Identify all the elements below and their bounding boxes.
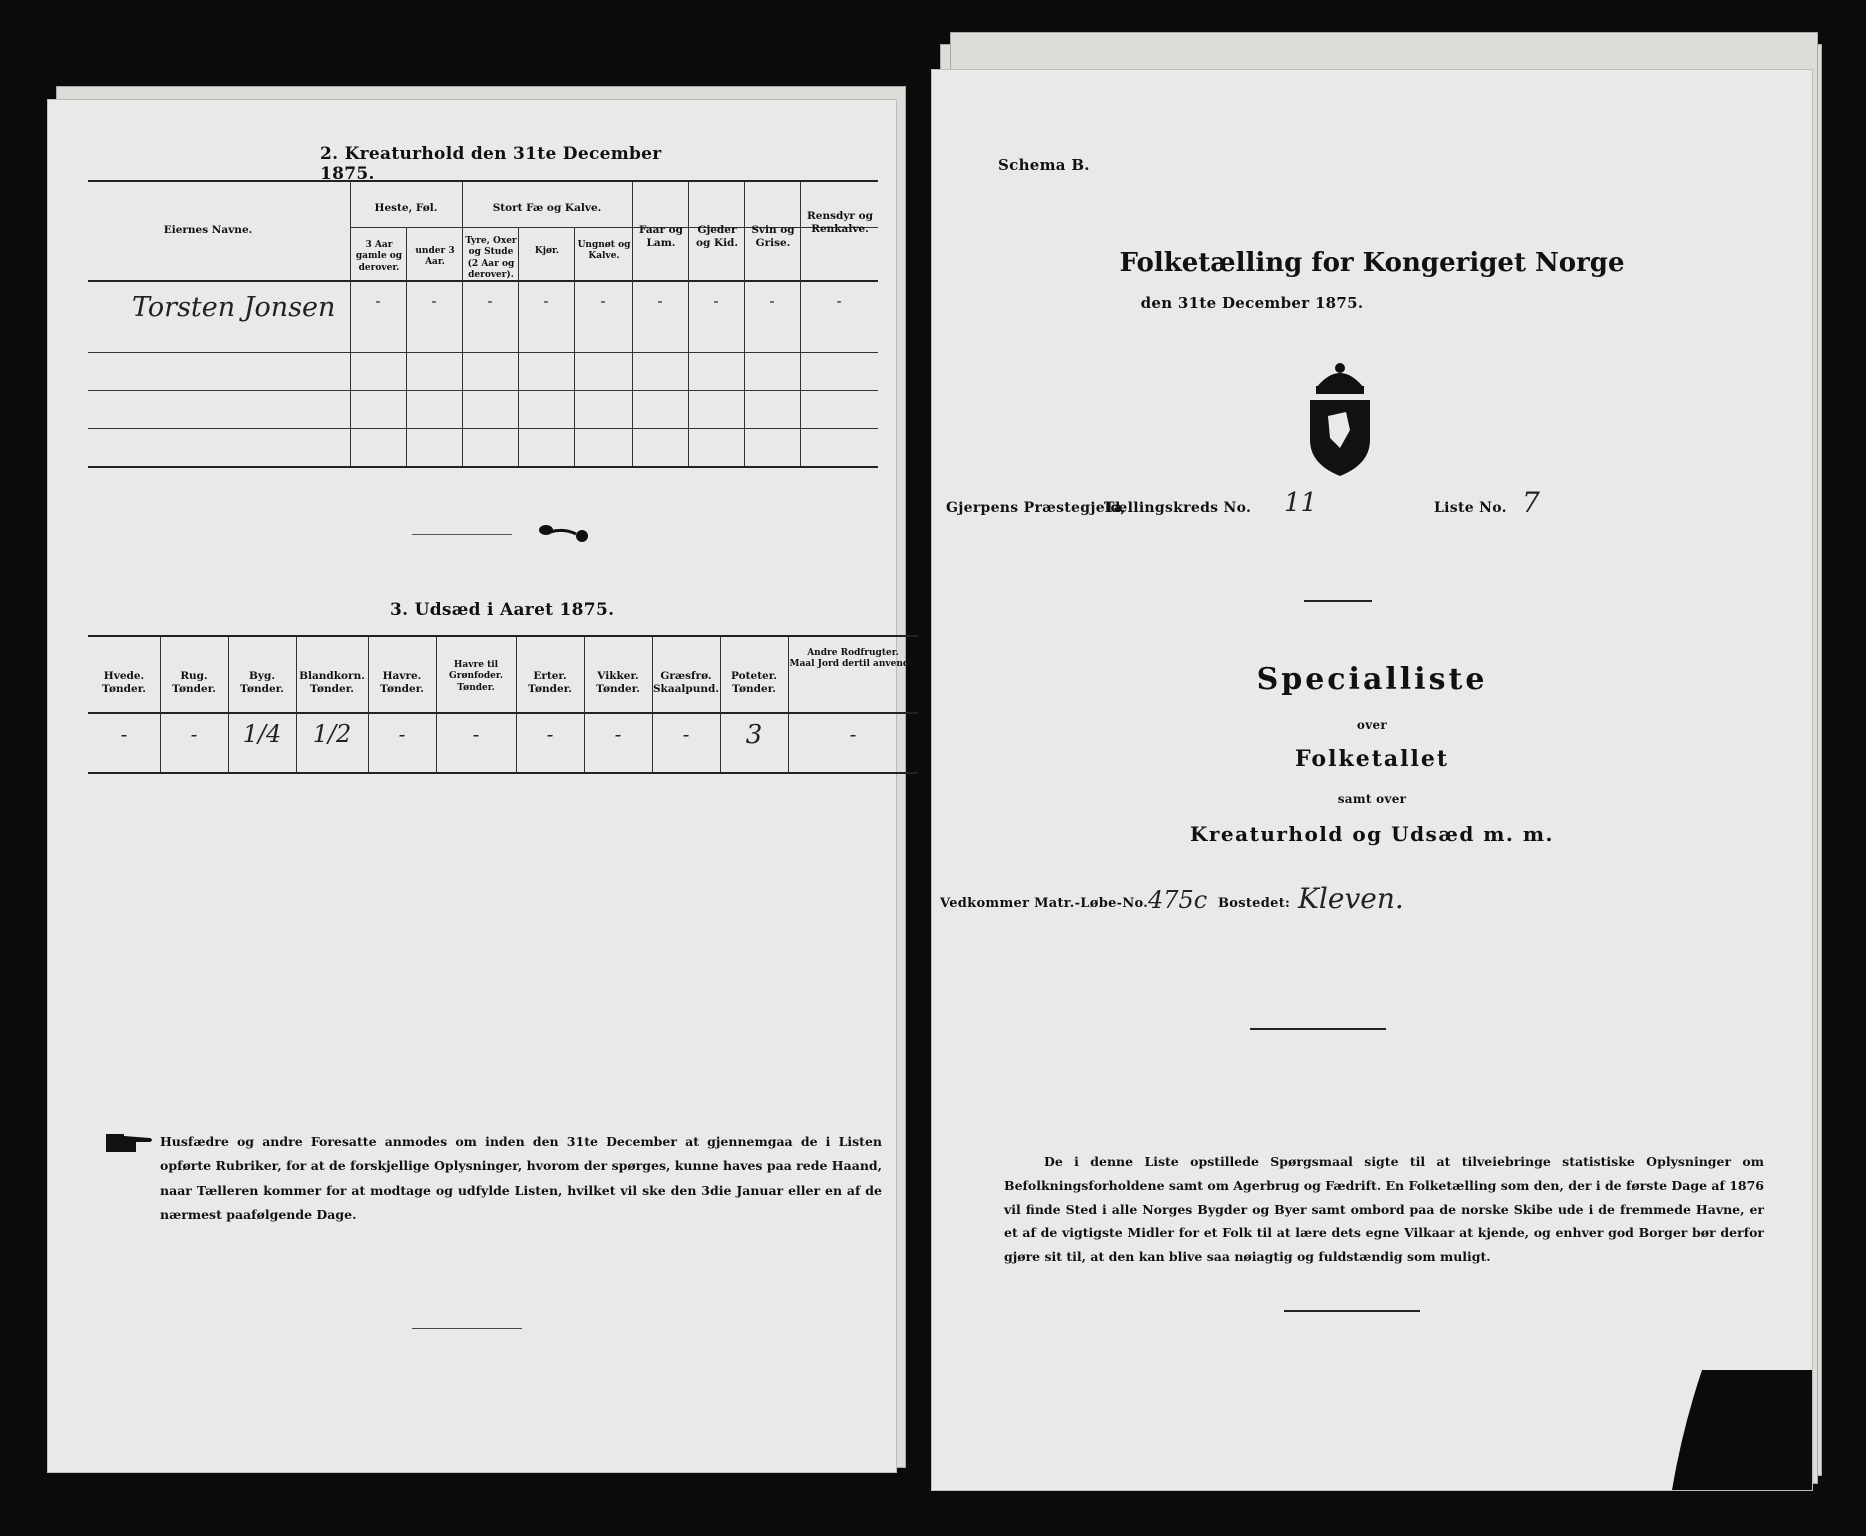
kreaturhold-text: Kreaturhold og Udsæd m. m. <box>1190 822 1554 846</box>
seed-col-header: Blandkorn. Tønder. <box>299 670 365 696</box>
matr-label: Vedkommer Matr.-Løbe-No. <box>940 896 1149 911</box>
left-page <box>48 100 917 1472</box>
seed-value: - <box>682 722 690 746</box>
seed-value: 1/4 <box>242 720 282 748</box>
table2-bottom-rule <box>88 466 878 468</box>
coat-of-arms-icon <box>1300 360 1380 478</box>
parish-label: Gjerpens Præstegjeld, <box>946 500 1126 516</box>
table3-vline <box>516 637 517 772</box>
section2-title: 2. Kreaturhold den 31te December 1875. <box>320 144 662 184</box>
district-value: 11 <box>1284 488 1318 518</box>
col-owner-header: Eiernes Navne. <box>163 224 253 236</box>
row1-value: - <box>657 292 663 310</box>
district-label: Tællingskreds No. <box>1104 500 1252 516</box>
row1-value: - <box>543 292 549 310</box>
right-page <box>932 70 1812 1490</box>
row1-value: - <box>600 292 606 310</box>
col-reindeer-header: Rensdyr og Renkalve. <box>807 210 873 236</box>
table2-vline-3 <box>462 182 463 466</box>
ink-flourish-icon <box>536 520 596 546</box>
table2-row-rule-2 <box>88 390 878 391</box>
table3-vline <box>652 637 653 772</box>
group-cattle-header: Stort Fæ og Kalve. <box>492 202 602 214</box>
table2-row-rule-3 <box>88 428 878 429</box>
section3-title: 3. Udsæd i Aaret 1875. <box>390 600 615 620</box>
table2-vline-4 <box>518 228 519 466</box>
divider-3 <box>1284 1310 1420 1312</box>
seed-col-header: Rug. Tønder. <box>172 670 216 696</box>
seed-col-header: Hvede. Tønder. <box>102 670 146 696</box>
list-value: 7 <box>1522 486 1540 519</box>
table3-top-rule <box>88 635 918 637</box>
folketallet-text: Folketallet <box>1295 746 1449 772</box>
table2-vline-8 <box>744 182 745 466</box>
seed-value: 1/2 <box>312 720 352 748</box>
section-separator <box>412 534 512 535</box>
row1-owner-name: Torsten Jonsen <box>132 292 336 323</box>
seed-col-header: Andre Rodfrugter. Maal Jord dertil anvendt. <box>789 648 917 670</box>
seed-col-header: Poteter. Tønder. <box>731 670 777 696</box>
seed-col-header: Byg. Tønder. <box>240 670 284 696</box>
table3-vline <box>296 637 297 772</box>
table3-vline <box>584 637 585 772</box>
special-title: Specialliste <box>1256 662 1488 697</box>
row1-value: - <box>487 292 493 310</box>
seed-col-header: Erter. Tønder. <box>528 670 572 696</box>
table3-bottom-rule <box>88 772 918 774</box>
divider-1 <box>1304 600 1372 602</box>
col-cows-header: Kjør. <box>534 246 560 256</box>
table3-vline <box>160 637 161 772</box>
row1-value: - <box>836 292 842 310</box>
table2-vline-9 <box>800 182 801 466</box>
col-pigs-header: Svin og Grise. <box>751 224 795 250</box>
group-horses-header: Heste, Føl. <box>374 202 438 214</box>
table3-vline <box>720 637 721 772</box>
table2-vline-5 <box>574 228 575 466</box>
seed-col-header: Græsfrø. Skaalpund. <box>652 670 720 696</box>
seed-value: - <box>849 722 857 746</box>
main-title: Folketælling for Kongeriget Norge <box>1119 248 1625 278</box>
seed-value: - <box>120 722 128 746</box>
seed-col-header: Vikker. Tønder. <box>596 670 640 696</box>
col-horse-young-header: under 3 Aar. <box>415 246 455 268</box>
table3-head-rule <box>88 712 918 714</box>
table2-vline-1 <box>350 182 351 466</box>
seed-col-header: Havre til Grønfoder. Tønder. <box>449 660 503 693</box>
samt-over-text: samt over <box>1337 792 1407 806</box>
seed-value: - <box>546 722 554 746</box>
table3-vline <box>228 637 229 772</box>
table2-top-rule <box>88 180 878 182</box>
row1-value: - <box>713 292 719 310</box>
col-horse-old-header: 3 Aar gamle og derover. <box>355 240 403 273</box>
col-bulls-header: Tyre, Oxer og Stude (2 Aar og derover). <box>465 236 517 280</box>
seed-value: - <box>190 722 198 746</box>
over-text: over <box>1356 718 1388 732</box>
table2-vline-7 <box>688 182 689 466</box>
row1-value: - <box>375 292 381 310</box>
seed-value: 3 <box>745 720 763 750</box>
list-label: Liste No. <box>1434 500 1507 516</box>
bostedet-value: Kleven. <box>1298 882 1404 915</box>
table3-vline <box>368 637 369 772</box>
table3-vline <box>436 637 437 772</box>
bottom-separator <box>412 1328 522 1329</box>
pointing-hand-icon <box>106 1130 156 1156</box>
table2-vline-2 <box>406 228 407 466</box>
corner-tab-shape <box>1672 1370 1812 1490</box>
matr-value: 475c <box>1148 886 1208 914</box>
intro-paragraph: De i denne Liste opstillede Spørgsmaal sigte til at tilveiebringe statistiske Oplysninger om Befolkningsforholdene samt om Agerbrug og Fædrift. En Folketælling som den, der i de første Dage af 1876 vil finde Sted i alle Norges Bygder og Byer samt ombord paa de norske Skibe ude i de fremmede Havne, er et af de vigtigste Midler for et Folk til at lære dets egne Vilkaar at kjende, og enhver god Borger bør derfor gjøre sit til, at den kan blive saa nøiagtig og fuldstændig som muligt. <box>1004 1154 1765 1264</box>
seed-col-header: Havre. Tønder. <box>380 670 424 696</box>
col-sheep-header: Faar og Lam. <box>638 224 684 250</box>
row1-value: - <box>431 292 437 310</box>
seed-value: - <box>614 722 622 746</box>
bostedet-label: Bostedet: <box>1218 896 1291 911</box>
divider-2 <box>1250 1028 1386 1030</box>
col-young-cattle-header: Ungnøt og Kalve. <box>577 240 631 262</box>
table2-vline-6 <box>632 182 633 466</box>
schema-label: Schema B. <box>998 156 1090 174</box>
col-goats-header: Gjeder og Kid. <box>695 224 739 250</box>
seed-value: - <box>398 722 406 746</box>
seed-value: - <box>472 722 480 746</box>
row1-value: - <box>769 292 775 310</box>
table2-row-rule-1 <box>88 352 878 353</box>
main-subtitle: den 31te December 1875. <box>1140 294 1364 312</box>
notice-text: Husfædre og andre Foresatte anmodes om inden den 31te December at gjennemgaa de i Listen opførte Rubriker, for at de forskjellige Oplysninger, hvorom der spørges, kunne haves paa rede Haand, naar Tælleren kommer for at modtage og udfylde Listen, hvilket vil ske den 3die Januar eller en af de nærmest paafølgende Dage. <box>160 1134 882 1223</box>
